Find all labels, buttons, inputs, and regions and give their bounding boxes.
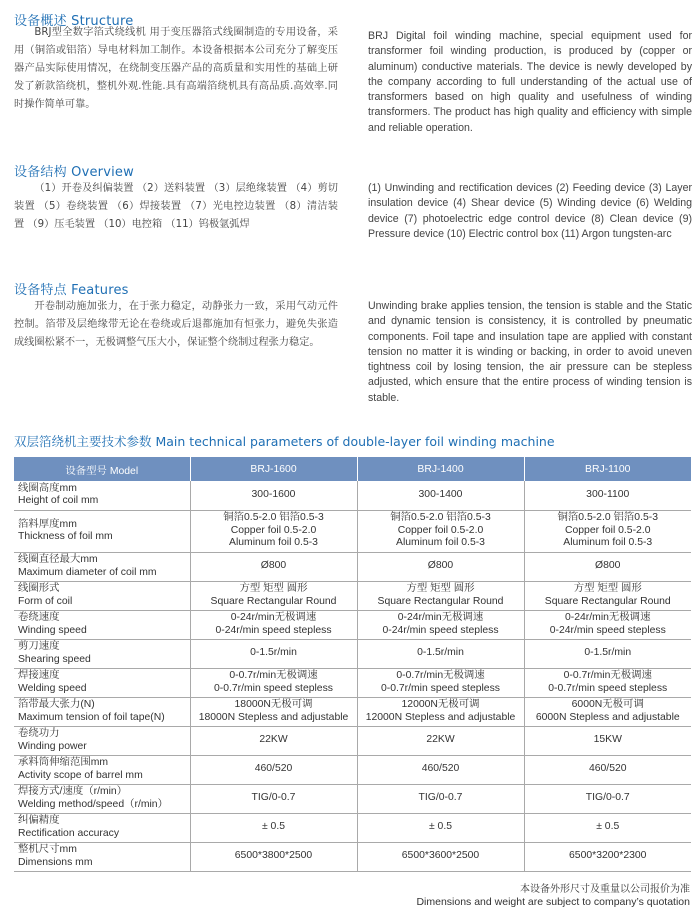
value-line: 18000N无极可调 [234,699,313,710]
value-line: 0-0.7r/min speed stepless [381,682,500,694]
value-cell [357,510,524,552]
value-line: Copper foil 0.5-2.0 [230,524,317,536]
param-label-en: Height of coil mm [18,495,99,507]
value-line: 460/520 [254,763,293,775]
value-line: 300-1100 [586,489,630,500]
value-line: 铜箔0.5-2.0 铝箔0.5-3 [557,512,658,524]
value-line: 6000N Stepless and adjustable [535,711,680,723]
header-brj-1600: BRJ-1600 [190,457,357,481]
value-cell [357,755,524,784]
value-line: Copper foil 0.5-2.0 [397,524,484,536]
spec-table-header-row [14,457,691,481]
footer-note-cn: 本设备外形尺寸及重量以公司报价为准 [520,884,690,895]
value-line: 0-24r/min speed stepless [215,624,332,636]
param-cell [14,510,190,552]
param-label-cn: 线圈形式 [18,583,60,594]
param-label-en: Winding speed [18,624,87,636]
value-line: Square Rectangular Round [544,595,671,607]
param-label-cn: 卷绕功力 [18,728,60,739]
value-line: 18000N Stepless and adjustable [198,711,349,723]
value-line: 方型 矩型 圆形 [239,583,308,594]
value-line: TIG/0-0.7 [251,792,296,804]
value-cell [190,581,357,610]
value-cell [190,842,357,871]
value-line: 方型 矩型 圆形 [406,583,475,594]
value-cell [524,639,691,668]
features-text-cn: 开卷制动施加张力，在于张力稳定，动静张力一致，采用气动元件控制。箔带及层绝缘带无论在卷绕或后退都施加有恒张力，避免失张造成线圈松紧不一，无极调整气压大小，保证整个绕制过程张力稳定。 [14,301,338,348]
structure-text-cn: （1）开卷及纠偏装置 （2）送料装置 （3）层绝缘装置 （4）剪切装置 （5）卷绕装置 （6）焊接装置 （7）光电控边装置 （8）清洁装置 （9）压毛装置 （10）电控箱 （11）钨极氩弧焊 [14,183,338,230]
value-cell [357,668,524,697]
overview-text-cn: BRJ型全数字箔式绕线机 用于变压器箔式线圈制造的专用设备，采用（铜箔或铝箔）导电材料加工制作。本设备根据本公司充分了解变压器产品实际使用情况，在绕制变压器产品的高质量和实用性的基础上研发了新款箔绕机，整机外观.性能.具有高端箔绕机具有高品质.高效率.同时操作简单可靠。 [14,27,338,110]
value-line: 6500*3600*2500 [401,850,480,862]
value-line: Square Rectangular Round [210,595,337,607]
param-label-en: Maximum diameter of coil mm [18,566,157,578]
value-line: 0-24r/min speed stepless [549,624,666,636]
value-line: 0-24r/min无极调速 [397,612,484,623]
param-label-cn: 线圈高度mm [18,482,77,494]
value-line: 0-0.7r/min无极调速 [396,670,485,681]
param-label-cn: 焊接方式/速度（r/min） [18,786,128,797]
value-cell [357,481,524,510]
header-brj-1100: BRJ-1100 [524,457,691,481]
param-label-en: Activity scope of barrel mm [18,769,143,781]
structure-text-en: (1) Unwinding and rectification devices (2) Feeding device (3) Layer insulation device (4) Shear device (5) Winding device (6) Welding device (7) photoelectric edge control device (8) Clean device (9) Pressure device (10) Electric control box (11) Argon tungsten-arc [368,182,692,240]
value-cell [524,610,691,639]
value-line: Ø800 [595,560,621,572]
param-cell [14,481,190,510]
value-cell [357,726,524,755]
table-row [14,813,691,842]
header-brj-1400: BRJ-1400 [357,457,524,481]
param-label-en: Welding method/speed（r/min） [18,798,168,810]
value-cell [524,842,691,871]
value-line: TIG/0-0.7 [418,792,463,804]
value-cell [190,755,357,784]
param-label-en: Winding power [18,740,87,752]
value-line: 12000N无极可调 [401,699,480,710]
value-cell [524,668,691,697]
table-row [14,510,691,552]
value-cell [357,552,524,581]
param-label-cn: 剪刀速度 [18,641,60,652]
value-line: 铜箔0.5-2.0 铝箔0.5-3 [223,512,324,524]
value-line: TIG/0-0.7 [585,792,630,804]
table-row [14,697,691,726]
value-line: 460/520 [421,763,460,775]
value-line: 0-1.5r/min [584,647,632,659]
value-line: 15KW [593,734,622,746]
param-cell [14,755,190,784]
value-cell [190,726,357,755]
value-cell [190,697,357,726]
value-cell [524,481,691,510]
table-row [14,726,691,755]
value-cell [357,697,524,726]
table-row [14,581,691,610]
param-label-cn: 箔料厚度mm [18,518,77,530]
value-line: 0-24r/min无极调速 [565,612,651,623]
value-line: 300-1600 [251,489,296,500]
value-cell [190,610,357,639]
value-cell [524,552,691,581]
param-label-cn: 焊接速度 [18,670,60,681]
value-cell [357,842,524,871]
value-cell [357,639,524,668]
param-label-cn: 纠偏精度 [18,815,60,826]
features-heading: 设备特点 Features [14,283,129,298]
param-label-cn: 卷绕速度 [18,612,60,623]
value-line: 0-1.5r/min [250,647,297,659]
value-line: 0-0.7r/min speed stepless [214,682,333,694]
value-cell [190,552,357,581]
value-line: Aluminum foil 0.5-3 [229,537,318,549]
param-label-en: Rectification accuracy [18,827,120,839]
value-cell [524,813,691,842]
param-label-en: Shearing speed [18,653,91,665]
value-line: 12000N Stepless and adjustable [365,711,516,723]
value-line: Ø800 [427,560,454,572]
value-line: Aluminum foil 0.5-3 [563,537,653,549]
value-cell [190,813,357,842]
param-cell [14,581,190,610]
value-line: 铜箔0.5-2.0 铝箔0.5-3 [390,512,491,524]
value-line: 0-0.7r/min speed stepless [548,682,668,694]
value-line: Ø800 [260,560,287,572]
value-line: 0-0.7r/min无极调速 [229,670,318,681]
value-line: Aluminum foil 0.5-3 [396,537,485,549]
value-line: 6500*3200*2300 [569,850,647,862]
param-cell [14,813,190,842]
param-cell [14,552,190,581]
value-line: ± 0.5 [428,821,453,833]
value-line: 0-24r/min speed stepless [382,624,499,636]
value-cell [190,668,357,697]
value-cell [190,481,357,510]
param-cell [14,697,190,726]
value-cell [524,784,691,813]
value-cell [357,610,524,639]
structure-heading: 设备结构 Overview [14,165,134,180]
value-line: 6500*3800*2500 [234,850,313,862]
param-cell [14,726,190,755]
table-row [14,639,691,668]
value-line: 22KW [426,734,455,746]
value-cell [357,784,524,813]
param-cell [14,784,190,813]
param-label-cn: 线圈直径最大mm [18,554,98,565]
table-row [14,668,691,697]
table-row [14,552,691,581]
footer-note-en: Dimensions and weight are subject to company’s quotation [416,896,690,908]
value-line: 460/520 [588,763,627,775]
value-cell [357,813,524,842]
value-cell [524,755,691,784]
value-cell [524,510,691,552]
param-cell [14,610,190,639]
value-line: 300-1400 [418,489,463,500]
value-line: 0-0.7r/min无极调速 [563,670,652,681]
value-line: 22KW [259,734,288,746]
param-label-en: Maximum tension of foil tape(N) [18,711,165,723]
spec-table-title: 双层箔绕机主要技术参数 Main technical parameters of double-layer foil winding machine [14,434,555,449]
param-label-en: Welding speed [18,682,87,694]
table-row [14,610,691,639]
param-cell [14,668,190,697]
value-line: Copper foil 0.5-2.0 [565,524,651,536]
value-line: ± 0.5 [261,821,286,833]
param-cell [14,842,190,871]
value-cell [524,726,691,755]
value-cell [524,697,691,726]
value-cell [357,581,524,610]
param-label-cn: 箔带最大张力(N) [18,699,95,710]
param-label-en: Dimensions mm [18,856,93,868]
table-row [14,755,691,784]
param-label-cn: 承料筒伸缩范围mm [18,757,109,768]
header-model: 设备型号 Model [14,457,190,481]
value-line: 方型 矩型 圆形 [573,583,642,594]
overview-heading: 设备概述 Structure [14,14,134,29]
features-text-en: Unwinding brake applies tension, the tension is stable and the Static and dynamic tension is consistency, it is controlled by pneumatic components. Foil tape and insulation tape are applied with constant tension no matter it is winding or backing, in order to avoid uneven tightness coil by losing tension, the air pressure can be stepless adjusted, which ensure that the entire process of winding tension is stable. [368,300,692,404]
value-line: 0-1.5r/min [417,647,464,659]
value-line: 0-24r/min无极调速 [230,612,317,623]
value-cell [190,639,357,668]
param-label-en: Form of coil [18,595,73,607]
spec-table [14,457,691,872]
value-line: ± 0.5 [596,821,620,833]
param-cell [14,639,190,668]
param-label-en: Thickness of foil mm [18,531,113,542]
table-row [14,842,691,871]
value-line: Square Rectangular Round [377,595,504,607]
table-row [14,481,691,510]
value-cell [190,510,357,552]
value-cell [524,581,691,610]
value-line: 6000N无极可调 [571,699,644,710]
table-row [14,784,691,813]
param-label-cn: 整机尺寸mm [18,844,77,855]
value-cell [190,784,357,813]
overview-text-en: BRJ Digital foil winding machine, special equipment used for transformer foil winding production, is produced by (copper or aluminum) conductive materials. The device is newly developed by the company according to full understanding of the actual use of transformers based on high quality and usefulness of winding transformers. The product has high quality and efficiency with simple and reliable operation. [368,30,692,134]
